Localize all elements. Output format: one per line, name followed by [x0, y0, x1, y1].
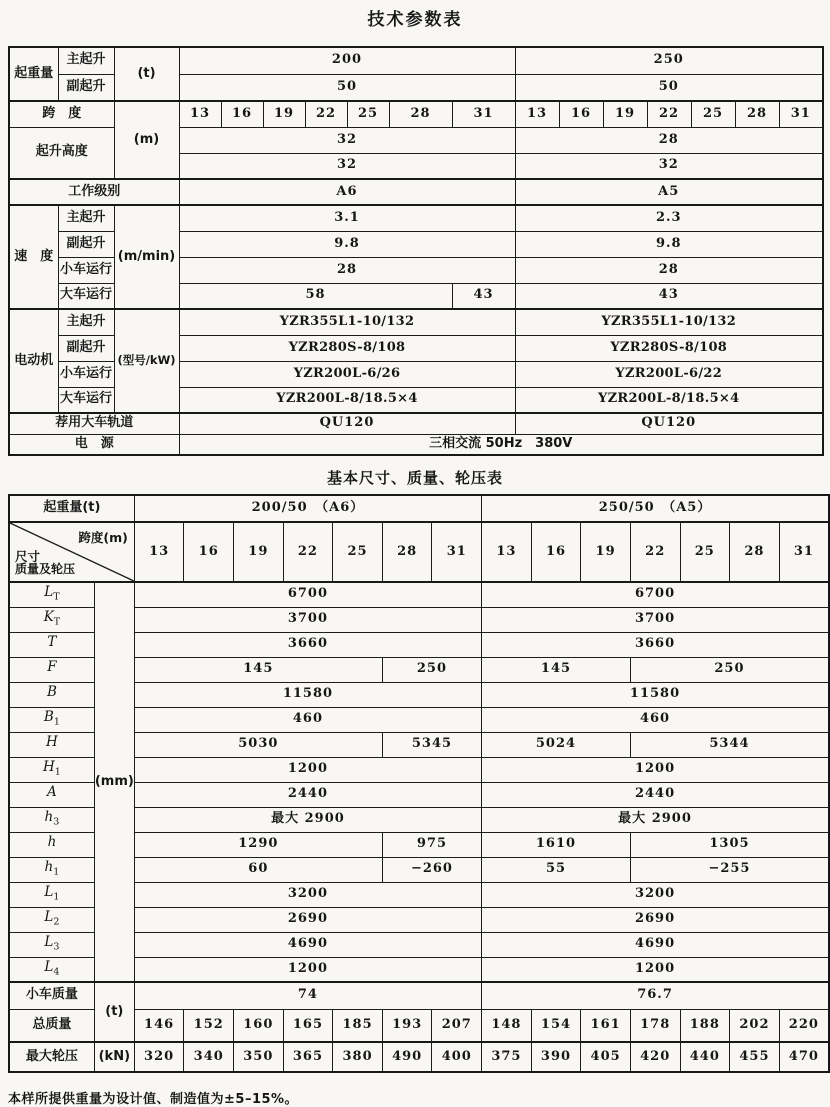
row-label: 小车运行	[58, 361, 114, 387]
data-cell: 145	[482, 657, 631, 682]
span-cell: 28	[389, 101, 452, 127]
unit-kn-label: (kN)	[94, 1042, 134, 1072]
dim-label: $H_1$	[9, 757, 94, 782]
data-cell: 1290	[134, 832, 382, 857]
span-cell: 25	[347, 101, 389, 127]
data-cell: YZR200L-6/26	[179, 361, 515, 387]
data-cell: 32	[515, 153, 823, 179]
capacity-main-row	[9, 47, 823, 74]
data-cell: 165	[283, 1009, 333, 1042]
dim-label: $K_T$	[9, 607, 94, 632]
span-cell: 16	[531, 522, 581, 582]
data-cell: 188	[680, 1009, 730, 1042]
span-cell: 22	[647, 101, 691, 127]
span-cell: 13	[515, 101, 559, 127]
row-label: 副起升	[58, 335, 114, 361]
dim-label: A	[9, 782, 94, 807]
data-cell: 6700	[482, 582, 829, 607]
data-cell: 207	[432, 1009, 482, 1042]
data-cell: 1305	[630, 832, 829, 857]
data-cell: 405	[581, 1042, 631, 1072]
data-cell: 60	[134, 857, 382, 882]
dimensions-title: 基本尺寸、质量、轮压表	[326, 469, 503, 487]
data-cell: 2440	[134, 782, 481, 807]
power-value: 三相交流 50Hz 380V	[179, 434, 823, 455]
group-header-right: 250/50 （A5）	[482, 495, 829, 522]
data-cell: 11580	[134, 682, 481, 707]
span-cell: 31	[432, 522, 482, 582]
diag-span-label: 跨度(m)	[78, 530, 128, 545]
data-cell: 最大 2900	[482, 807, 829, 832]
data-cell: 178	[630, 1009, 680, 1042]
span-cell: 25	[691, 101, 735, 127]
data-cell: 470	[779, 1042, 829, 1072]
data-cell: −255	[630, 857, 829, 882]
data-cell: 460	[482, 707, 829, 732]
data-cell: 11580	[482, 682, 829, 707]
dim-label: $h_3$	[9, 807, 94, 832]
row-label: 大车运行	[58, 387, 114, 413]
capacity-group-label: 起重量	[9, 47, 58, 101]
dim-label: h	[9, 832, 94, 857]
span-row	[9, 101, 823, 127]
data-cell: 50	[179, 74, 515, 101]
span-cell: 19	[234, 522, 284, 582]
data-cell: 250	[630, 657, 829, 682]
speed-main-hoist-row	[9, 205, 823, 231]
dim-label: $h_1$	[9, 857, 94, 882]
span-cell: 13	[179, 101, 221, 127]
power-label: 电 源	[9, 434, 179, 455]
data-cell: 最大 2900	[134, 807, 481, 832]
span-cell: 13	[482, 522, 532, 582]
data-cell: −260	[382, 857, 481, 882]
rail-label: 荐用大车轨道	[9, 413, 179, 434]
data-cell: 28	[515, 257, 823, 283]
data-cell: 340	[184, 1042, 234, 1072]
data-cell: A5	[515, 179, 823, 205]
data-cell: 145	[134, 657, 382, 682]
data-cell: 28	[515, 127, 823, 153]
tech-params-table	[8, 46, 824, 456]
duty-class-row	[9, 179, 823, 205]
dim-label: $L_3$	[9, 932, 94, 957]
dim-label: $B_1$	[9, 707, 94, 732]
span-cell: 16	[184, 522, 234, 582]
data-cell: YZR200L-8/18.5×4	[515, 387, 823, 413]
span-cell: 22	[283, 522, 333, 582]
dim-label: B	[9, 682, 94, 707]
data-cell: 3700	[134, 607, 481, 632]
data-cell: YZR280S-8/108	[515, 335, 823, 361]
dim-label: $L_4$	[9, 957, 94, 982]
data-cell: 5030	[134, 732, 382, 757]
row-label: 小车运行	[58, 257, 114, 283]
row-label: 主起升	[58, 309, 114, 335]
data-cell: 3660	[482, 632, 829, 657]
data-cell: 390	[531, 1042, 581, 1072]
dim-label: $L_T$	[9, 582, 94, 607]
data-cell: 3660	[134, 632, 481, 657]
data-cell: 152	[184, 1009, 234, 1042]
unit-model-kw-label: (型号/kW)	[114, 309, 179, 413]
tech-params-title: 技术参数表	[367, 10, 463, 30]
span-cell: 19	[603, 101, 647, 127]
data-cell: YZR355L1-10/132	[515, 309, 823, 335]
span-cell: 19	[263, 101, 305, 127]
span-cell: 13	[134, 522, 184, 582]
capacity-header-label: 起重量(t)	[9, 495, 134, 522]
data-cell: 4690	[134, 932, 481, 957]
data-cell: 76.7	[482, 982, 829, 1009]
span-header-row	[9, 522, 829, 582]
unit-t-label: (t)	[94, 982, 134, 1042]
data-cell: 1200	[134, 957, 481, 982]
group-header-left: 200/50 （A6）	[134, 495, 481, 522]
data-cell: 365	[283, 1042, 333, 1072]
duty-class-label: 工作级别	[9, 179, 179, 205]
lift-height-label: 起升高度	[9, 127, 114, 179]
span-cell: 16	[559, 101, 603, 127]
span-cell: 28	[735, 101, 779, 127]
data-cell: 440	[680, 1042, 730, 1072]
data-cell: QU120	[179, 413, 515, 434]
data-cell: 2440	[482, 782, 829, 807]
row-label: 大车运行	[58, 283, 114, 309]
data-cell: QU120	[515, 413, 823, 434]
dim-label: $L_1$	[9, 882, 94, 907]
unit-m-min-label: (m/min)	[114, 205, 179, 309]
data-cell: 460	[134, 707, 481, 732]
data-cell: 148	[482, 1009, 532, 1042]
span-cell: 31	[779, 101, 823, 127]
data-cell: 28	[179, 257, 515, 283]
dim-label: T	[9, 632, 94, 657]
data-cell: 250	[515, 47, 823, 74]
motor-group-label: 电动机	[9, 309, 58, 413]
data-cell: YZR355L1-10/132	[179, 309, 515, 335]
data-cell: 5344	[630, 732, 829, 757]
speed-group-label: 速 度	[9, 205, 58, 309]
span-cell: 28	[730, 522, 780, 582]
row-label: 副起升	[58, 231, 114, 257]
unit-m-label: (m)	[114, 101, 179, 179]
trolley-mass-label: 小车质量	[9, 982, 94, 1009]
dim-label: F	[9, 657, 94, 682]
data-cell: 43	[515, 283, 823, 309]
data-cell: 4690	[482, 932, 829, 957]
data-cell: 74	[134, 982, 481, 1009]
span-cell: 31	[779, 522, 829, 582]
data-cell: 32	[179, 153, 515, 179]
data-cell: 1200	[134, 757, 481, 782]
data-cell: 1200	[482, 757, 829, 782]
data-cell: 375	[482, 1042, 532, 1072]
footnote: 本样所提供重量为设计值、制造值为±5–15%。	[8, 1092, 299, 1107]
data-cell: 490	[382, 1042, 432, 1072]
data-cell: 380	[333, 1042, 383, 1072]
data-cell: 400	[432, 1042, 482, 1072]
data-cell: 5024	[482, 732, 631, 757]
aux-hoist-label: 副起升	[58, 74, 114, 101]
data-cell: 146	[134, 1009, 184, 1042]
data-cell: 2690	[482, 907, 829, 932]
data-cell: 154	[531, 1009, 581, 1042]
data-cell: 161	[581, 1009, 631, 1042]
data-cell: 193	[382, 1009, 432, 1042]
data-cell: 202	[730, 1009, 780, 1042]
wheel-load-row	[9, 1042, 829, 1072]
data-cell: 2.3	[515, 205, 823, 231]
data-cell: 3200	[482, 882, 829, 907]
span-cell: 25	[680, 522, 730, 582]
data-cell: YZR280S-8/108	[179, 335, 515, 361]
data-cell: 9.8	[179, 231, 515, 257]
unit-t-label: (t)	[114, 47, 179, 101]
rail-row	[9, 413, 823, 434]
trolley-mass-row	[9, 982, 829, 1009]
data-cell: 6700	[134, 582, 481, 607]
dim-label: H	[9, 732, 94, 757]
span-label: 跨 度	[9, 101, 114, 127]
span-cell: 22	[305, 101, 347, 127]
capacity-header-row	[9, 495, 829, 522]
data-cell: 160	[234, 1009, 284, 1042]
data-cell: 200	[179, 47, 515, 74]
data-cell: 185	[333, 1009, 383, 1042]
data-cell: 1610	[482, 832, 631, 857]
data-cell: 350	[234, 1042, 284, 1072]
data-cell: A6	[179, 179, 515, 205]
data-cell: 9.8	[515, 231, 823, 257]
data-cell: 50	[515, 74, 823, 101]
data-cell: 250	[382, 657, 481, 682]
main-hoist-label: 主起升	[58, 47, 114, 74]
diag-dims-label: 尺寸	[15, 549, 41, 564]
data-cell: 3.1	[179, 205, 515, 231]
data-cell: 220	[779, 1009, 829, 1042]
dimensions-table	[8, 494, 830, 1073]
span-cell: 28	[382, 522, 432, 582]
data-cell: 320	[134, 1042, 184, 1072]
data-cell: 3200	[134, 882, 481, 907]
span-cell: 31	[452, 101, 515, 127]
data-cell: 5345	[382, 732, 481, 757]
span-cell: 19	[581, 522, 631, 582]
unit-mm-label: (mm)	[94, 582, 134, 982]
data-cell: 3700	[482, 607, 829, 632]
data-cell: 58	[179, 283, 452, 309]
data-cell: YZR200L-6/22	[515, 361, 823, 387]
data-cell: 32	[179, 127, 515, 153]
dim-row-LT	[9, 582, 829, 607]
data-cell: 455	[730, 1042, 780, 1072]
span-cell: 16	[221, 101, 263, 127]
power-row	[9, 434, 823, 455]
span-cell: 25	[333, 522, 383, 582]
data-cell: 55	[482, 857, 631, 882]
data-cell: 975	[382, 832, 481, 857]
wheel-load-label: 最大轮压	[9, 1042, 94, 1072]
total-mass-label: 总质量	[9, 1009, 94, 1042]
data-cell: 420	[630, 1042, 680, 1072]
span-cell: 22	[630, 522, 680, 582]
diagonal-header-cell	[9, 522, 134, 582]
data-cell: 2690	[134, 907, 481, 932]
data-cell: 1200	[482, 957, 829, 982]
row-label: 主起升	[58, 205, 114, 231]
data-cell: 43	[452, 283, 515, 309]
motor-main-hoist-row	[9, 309, 823, 335]
dim-label: $L_2$	[9, 907, 94, 932]
diag-mass-label: 质量及轮压	[15, 562, 76, 577]
data-cell: YZR200L-8/18.5×4	[179, 387, 515, 413]
